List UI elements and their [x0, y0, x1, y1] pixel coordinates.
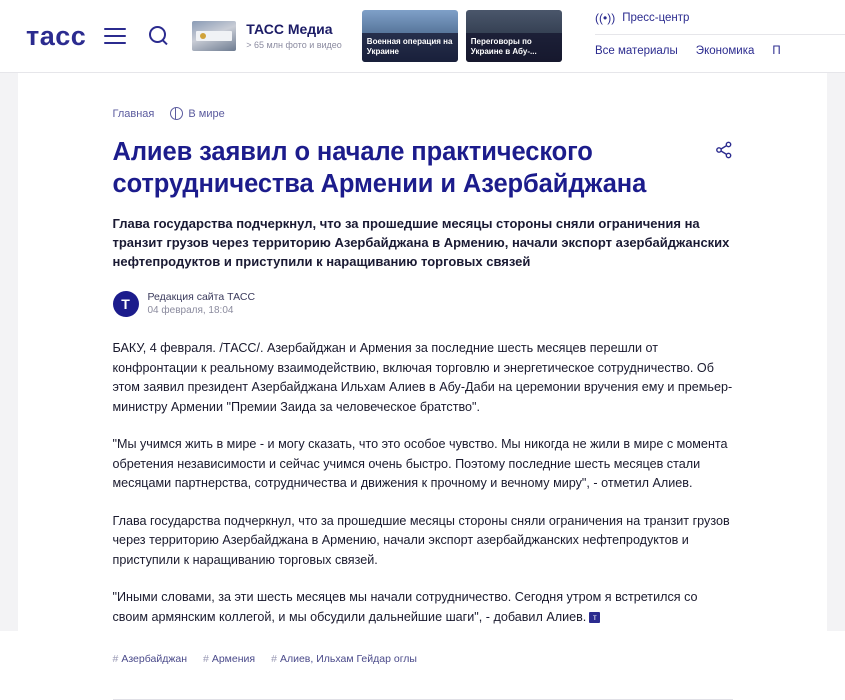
site-header — [0, 0, 845, 73]
nav-item-economy[interactable]: Экономика — [695, 44, 755, 57]
promo-card-2-caption: Переговоры по Украине в Абу-... — [466, 33, 562, 62]
article-paragraph-3: Глава государства подчеркнул, что за прошедшие месяцы стороны сняли ограничения на транзит грузов через территорию Азербайджана в Армению, начали экспорт азербайджанских нефтепродуктов и приступили к наращиванию торговых связей. — [112, 513, 730, 567]
tag-item-3-label: Алиев, Ильхам Гейдар оглы — [279, 653, 417, 665]
breadcrumb-item-world-label: В мире — [188, 107, 225, 120]
nav-item-all[interactable]: Все материалы — [595, 44, 678, 57]
promo-card-1-caption: Военная операция на Украине — [362, 33, 458, 62]
article-paragraph-4 — [113, 588, 733, 627]
byline — [113, 291, 733, 317]
tag-item-2[interactable] — [203, 653, 255, 665]
tass-media-subtitle: > 65 млн фото и видео — [246, 40, 342, 50]
tass-mark-icon: т — [589, 612, 600, 623]
page-body — [0, 73, 845, 665]
article-paragraph-1: БАКУ, 4 февраля. /ТАСС/. Азербайджан и Армения за последние шесть месяцев перешли от конфронтации к реальному взаимодействию, включая торговлю и энергетическое сотрудничество. Об этом заявил президент Азербайджана Ильхам Алиев в Абу-Даби на церемонии вручения ему и премьер-министру Армении "Премии Заида за человеческое братство". — [112, 341, 733, 414]
tag-list — [113, 653, 733, 665]
header-inner — [0, 0, 845, 72]
press-center-link[interactable] — [595, 12, 845, 34]
hash-icon: # — [203, 653, 209, 665]
article-paragraph-4-text: "Иными словами, за эти шесть месяцев мы начали сотрудничество. Сегодня утром я встретился со своим армянским коллегой, и мы обсудили дальнейшие шаги", - добавил Алиев. — [112, 590, 698, 624]
press-center-label: Пресс-центр — [622, 11, 690, 24]
tag-item-1-label: Азербайджан — [121, 653, 187, 665]
byline-date: 04 февраля, 18:04 — [147, 305, 234, 316]
nav-item-partial[interactable]: П — [772, 44, 781, 57]
hash-icon: # — [112, 653, 119, 665]
hash-icon: # — [271, 653, 277, 665]
left-gutter — [0, 73, 18, 631]
broadcast-icon: ((•)) — [595, 10, 616, 25]
promo-card-1[interactable] — [362, 10, 458, 62]
tass-media-brand[interactable] — [246, 21, 342, 51]
promo-card-2[interactable] — [466, 10, 562, 62]
breadcrumb — [113, 107, 733, 120]
tag-item-3[interactable] — [271, 653, 417, 665]
article-lead: Глава государства подчеркнул, что за прошедшие месяцы стороны сняли ограничения на транзит грузов через территорию Азербайджана в Армению, начали экспорт азербайджанских нефтепродуктов и приступили к наращиванию торговых связей — [112, 216, 730, 269]
breadcrumb-item-world[interactable] — [170, 107, 224, 120]
tass-media-thumbnail[interactable] — [192, 21, 236, 51]
byline-author: Редакция сайта ТАСС — [147, 291, 256, 303]
share-icon[interactable] — [715, 141, 733, 159]
tass-logo[interactable]: тасс — [26, 20, 87, 51]
tag-item-2-label: Армения — [211, 653, 256, 665]
main-nav — [595, 34, 845, 57]
article-paragraph-2: "Мы учимся жить в мире - и могу сказать, что это особое чувство. Мы никогда не жили в мире с момента обретения независимости и сейчас учимся очень быстро. Поэтому последние шесть месяцев стали месяцами партнерства, сотрудничества и движения к прочному и вечному миру", - отметил Алиев. — [112, 437, 728, 490]
byline-text — [148, 291, 256, 317]
tass-media-title: ТАСС Медиа — [246, 21, 333, 37]
right-gutter — [827, 73, 845, 631]
tag-item-1[interactable] — [113, 653, 188, 665]
page-title: Алиев заявил о начале практического сотрудничества Армении и Азербайджана — [112, 138, 647, 198]
search-icon[interactable] — [148, 25, 170, 47]
breadcrumb-item-home[interactable]: Главная — [112, 107, 155, 120]
promo-cards — [362, 10, 562, 62]
avatar: Т — [113, 291, 139, 317]
article — [113, 73, 733, 700]
header-right — [595, 0, 845, 72]
globe-icon — [170, 107, 183, 120]
burger-icon[interactable] — [104, 28, 126, 44]
